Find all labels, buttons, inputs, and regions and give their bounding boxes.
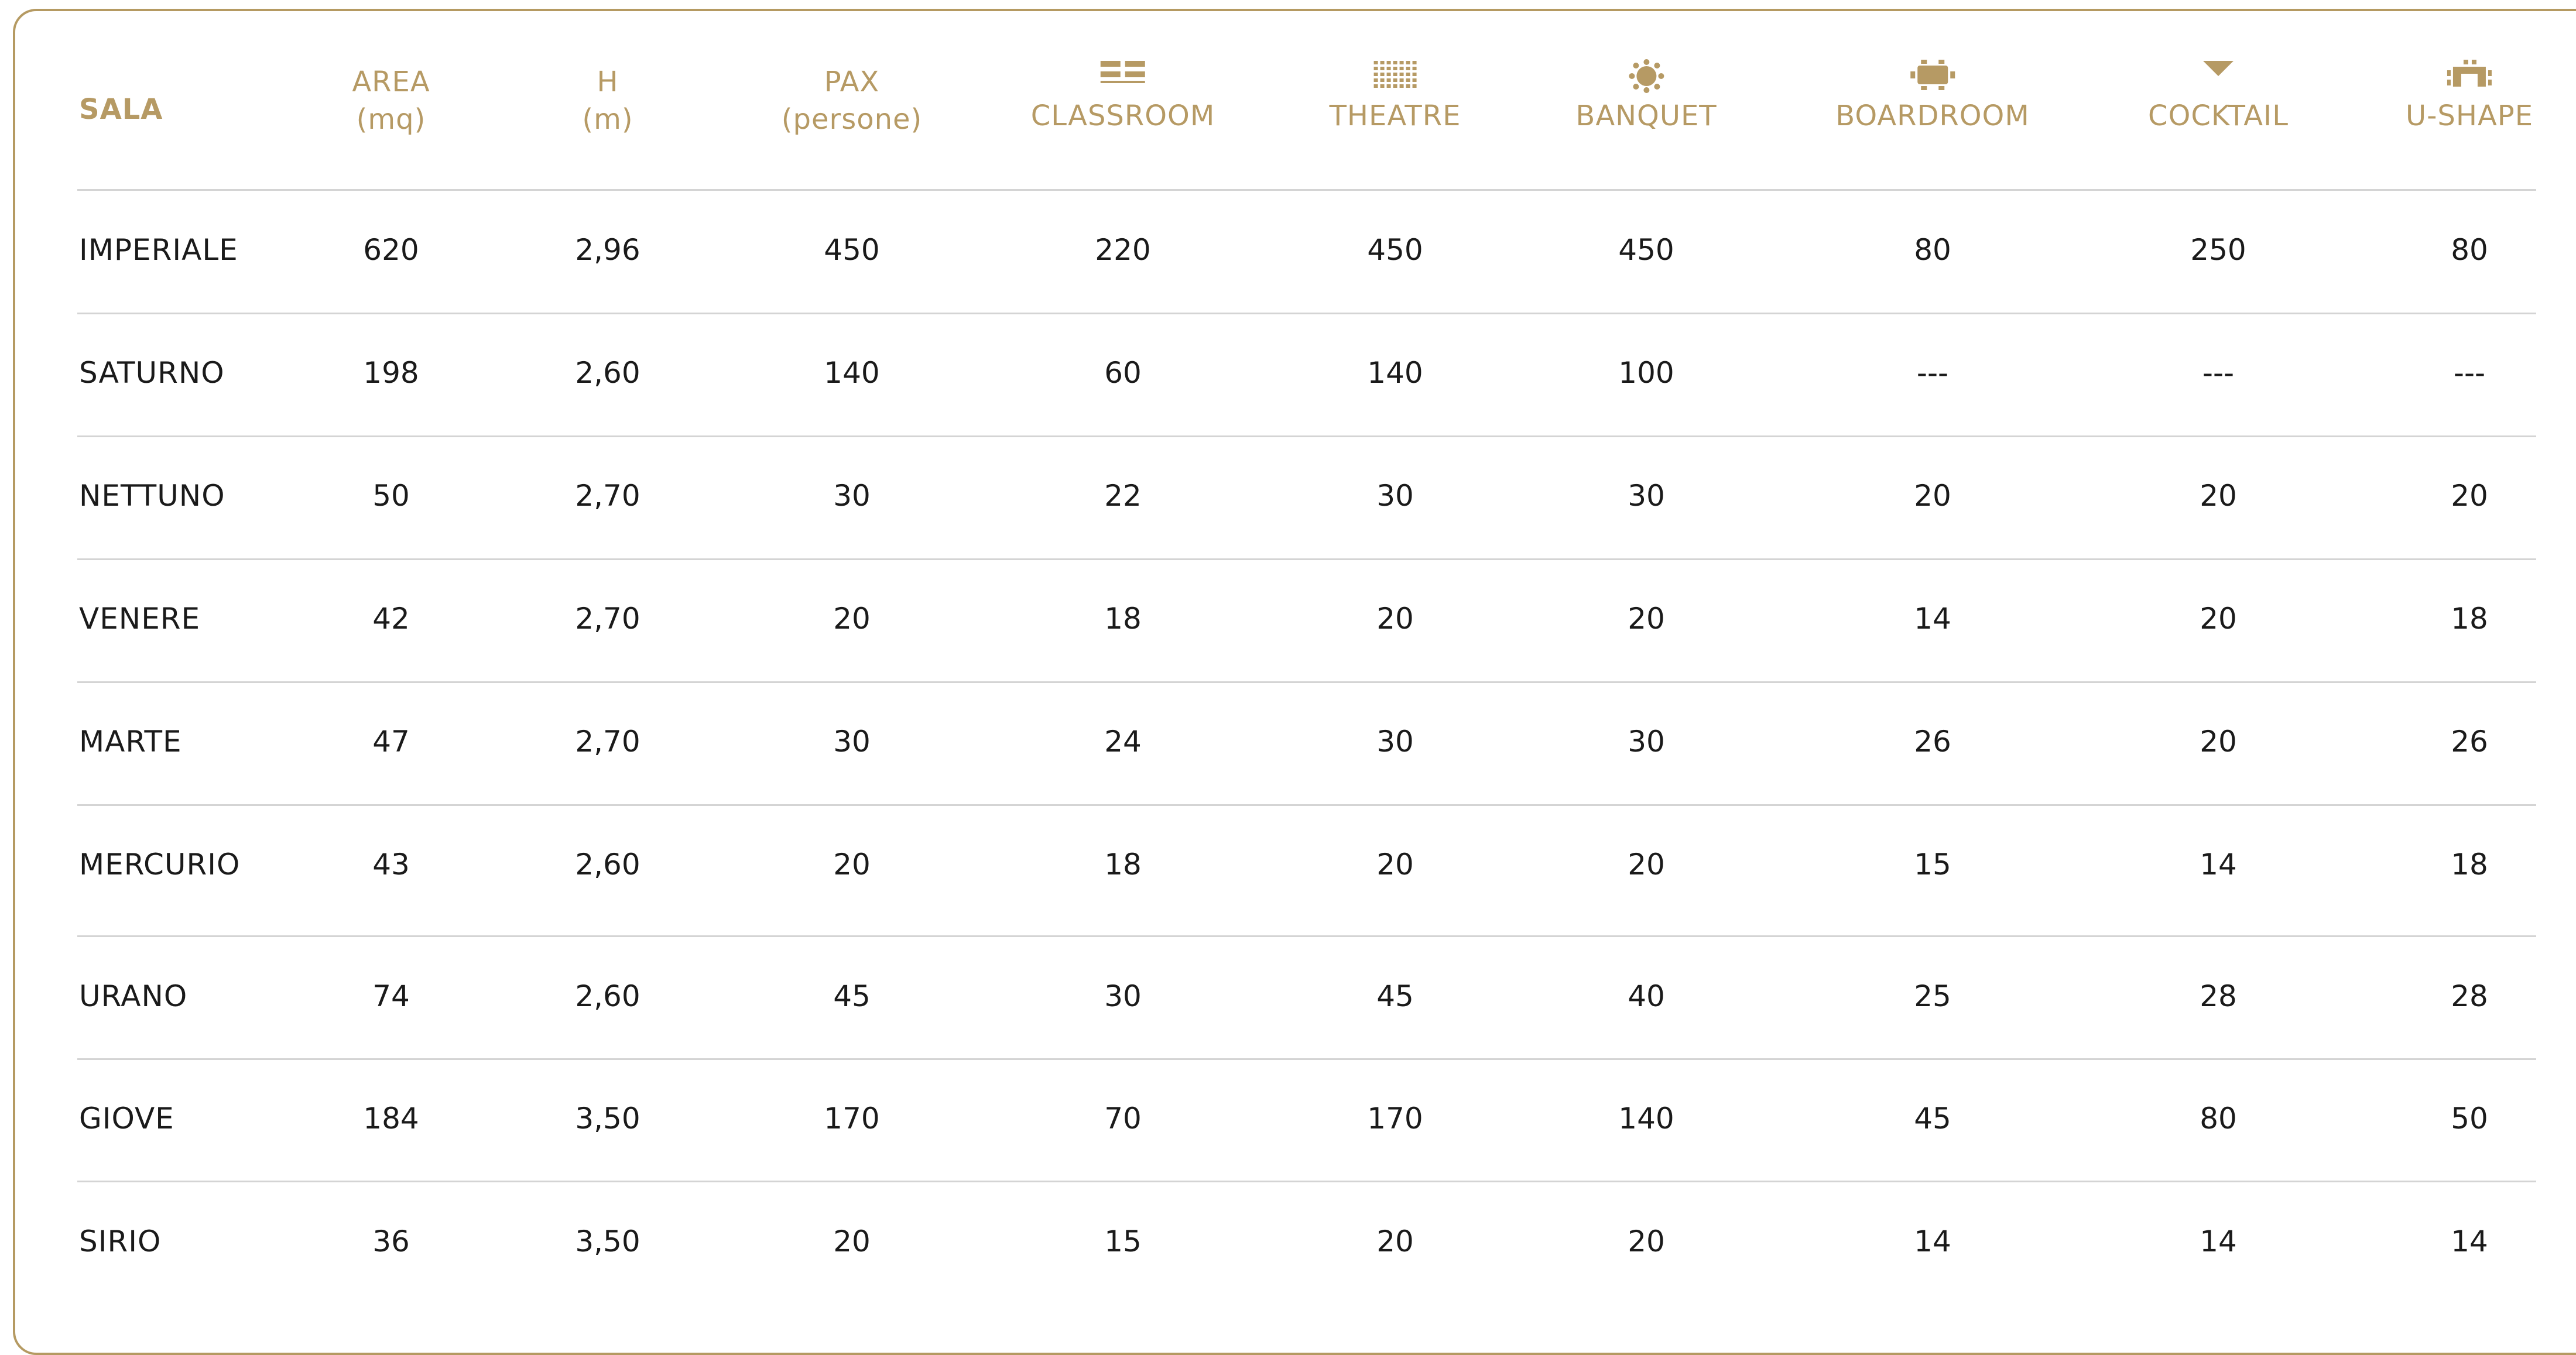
- table-cell: 18: [2451, 848, 2488, 881]
- table-cell: 18: [1104, 848, 1142, 881]
- table-cell: 20: [1376, 848, 1414, 881]
- table-cell: 80: [1914, 233, 1951, 267]
- table-cell: 20: [833, 1224, 871, 1258]
- header-label: CLASSROOM: [1030, 100, 1215, 132]
- table-cell: 18: [1104, 602, 1142, 636]
- table-cell: 14: [2200, 1224, 2237, 1258]
- table-cell: 30: [833, 479, 871, 513]
- header-label: H: [597, 66, 619, 98]
- table-cell: 15: [1104, 1224, 1142, 1258]
- table-cell: 220: [1095, 233, 1151, 267]
- table-cell: 74: [372, 979, 410, 1013]
- table-cell: 43: [372, 848, 410, 881]
- table-cell: 170: [824, 1102, 880, 1136]
- table-cell: 450: [1367, 233, 1423, 267]
- table-cell: 28: [2451, 979, 2488, 1013]
- table-cell: 30: [1376, 479, 1414, 513]
- table-cell: 20: [833, 848, 871, 881]
- table-cell: 80: [2451, 233, 2488, 267]
- header-boardroom: [1835, 59, 2030, 135]
- table-cell: 3,50: [575, 1102, 640, 1136]
- header-unit: (m): [582, 103, 633, 136]
- header-unit: (mq): [356, 103, 426, 136]
- table-cell: 2,70: [575, 479, 640, 513]
- header-pax: [782, 63, 923, 138]
- banquet-icon: [1575, 59, 1717, 94]
- u-shape-icon: [2406, 59, 2533, 94]
- table-cell: 50: [372, 479, 410, 513]
- table-cell: 140: [1367, 356, 1423, 390]
- header-label: U-SHAPE: [2405, 100, 2534, 132]
- row-divider: [77, 189, 2536, 191]
- table-cell: 14: [2200, 848, 2237, 881]
- table-cell: 184: [363, 1102, 419, 1136]
- table-cell: 47: [372, 725, 410, 759]
- room-name: GIOVE: [79, 1102, 174, 1136]
- table-cell: 25: [1914, 979, 1951, 1013]
- table-cell: 20: [1914, 479, 1951, 513]
- table-cell: 80: [2200, 1102, 2237, 1136]
- table-cell: 20: [1376, 1224, 1414, 1258]
- table-cell: 30: [1104, 979, 1142, 1013]
- room-name: URANO: [79, 979, 188, 1013]
- table-cell: 24: [1104, 725, 1142, 759]
- table-cell: 18: [2451, 602, 2488, 636]
- header-label: THEATRE: [1329, 100, 1461, 132]
- row-divider: [77, 558, 2536, 560]
- table-cell: 22: [1104, 479, 1142, 513]
- table-cell: 2,70: [575, 725, 640, 759]
- room-name: MERCURIO: [79, 848, 241, 881]
- table-cell: 40: [1628, 979, 1665, 1013]
- row-divider: [77, 313, 2536, 314]
- header-h: [582, 63, 633, 138]
- table-cell: 170: [1367, 1102, 1423, 1136]
- row-divider: [77, 935, 2536, 937]
- room-name: SIRIO: [79, 1224, 162, 1258]
- header-unit: (persone): [781, 103, 923, 136]
- header-u-shape: [2406, 59, 2533, 135]
- boardroom-icon: [1835, 59, 2030, 94]
- table-cell: 2,60: [575, 356, 640, 390]
- table-cell: 20: [1628, 848, 1665, 881]
- table-cell: 620: [363, 233, 419, 267]
- header-theatre: [1330, 59, 1461, 135]
- header-label: COCKTAIL: [2148, 100, 2289, 132]
- table-cell: 36: [372, 1224, 410, 1258]
- cocktail-icon: [2148, 59, 2289, 94]
- header-sala: [79, 91, 163, 128]
- header-label: PAX: [824, 66, 880, 98]
- row-divider: [77, 1058, 2536, 1060]
- classroom-icon: [1031, 59, 1215, 94]
- table-cell: 2,96: [575, 233, 640, 267]
- table-cell: 50: [2451, 1102, 2488, 1136]
- row-divider: [77, 1181, 2536, 1182]
- header-label: SALA: [79, 93, 163, 126]
- table-cell: 250: [2190, 233, 2246, 267]
- table-cell: 45: [833, 979, 871, 1013]
- table-cell: 14: [1914, 602, 1951, 636]
- table-cell: 140: [1618, 1102, 1674, 1136]
- table-cell: 20: [1376, 602, 1414, 636]
- table-cell: 30: [833, 725, 871, 759]
- table-cell: 45: [1914, 1102, 1951, 1136]
- table-cell: 26: [1914, 725, 1951, 759]
- table-cell: 14: [2451, 1224, 2488, 1258]
- header-label: BOARDROOM: [1835, 100, 2030, 132]
- table-cell: 45: [1376, 979, 1414, 1013]
- table-cell: 26: [2451, 725, 2488, 759]
- header-cocktail: [2148, 59, 2289, 135]
- room-name: IMPERIALE: [79, 233, 238, 267]
- table-cell: ---: [2202, 356, 2235, 390]
- header-banquet: [1575, 59, 1717, 135]
- table-cell: 2,70: [575, 602, 640, 636]
- table-cell: 20: [1628, 1224, 1665, 1258]
- table-cell: 450: [824, 233, 880, 267]
- room-name: VENERE: [79, 602, 201, 636]
- row-divider: [77, 804, 2536, 806]
- table-cell: ---: [1916, 356, 1949, 390]
- table-cell: 30: [1376, 725, 1414, 759]
- table-cell: 20: [2200, 602, 2237, 636]
- table-cell: 28: [2200, 979, 2237, 1013]
- table-cell: 70: [1104, 1102, 1142, 1136]
- table-cell: 198: [363, 356, 419, 390]
- header-label: AREA: [352, 66, 430, 98]
- theatre-icon: [1330, 59, 1461, 94]
- table-cell: 450: [1618, 233, 1674, 267]
- table-cell: 30: [1628, 725, 1665, 759]
- room-name: NETTUNO: [79, 479, 225, 513]
- row-divider: [77, 435, 2536, 437]
- table-cell: 60: [1104, 356, 1142, 390]
- table-cell: 20: [2200, 725, 2237, 759]
- table-cell: 20: [2451, 479, 2488, 513]
- header-classroom: [1031, 59, 1215, 135]
- table-cell: 3,50: [575, 1224, 640, 1258]
- table-cell: 20: [1628, 602, 1665, 636]
- table-cell: 2,60: [575, 848, 640, 881]
- table-cell: 20: [2200, 479, 2237, 513]
- header-label: BANQUET: [1575, 100, 1717, 132]
- row-divider: [77, 681, 2536, 683]
- table-cell: 140: [824, 356, 880, 390]
- table-cell: 100: [1618, 356, 1674, 390]
- table-cell: 15: [1914, 848, 1951, 881]
- table-cell: ---: [2453, 356, 2486, 390]
- room-name: MARTE: [79, 725, 182, 759]
- table-cell: 2,60: [575, 979, 640, 1013]
- room-name: SATURNO: [79, 356, 225, 390]
- table-cell: 30: [1628, 479, 1665, 513]
- table-cell: 14: [1914, 1224, 1951, 1258]
- header-area: [352, 63, 430, 138]
- table-cell: 20: [833, 602, 871, 636]
- table-cell: 42: [372, 602, 410, 636]
